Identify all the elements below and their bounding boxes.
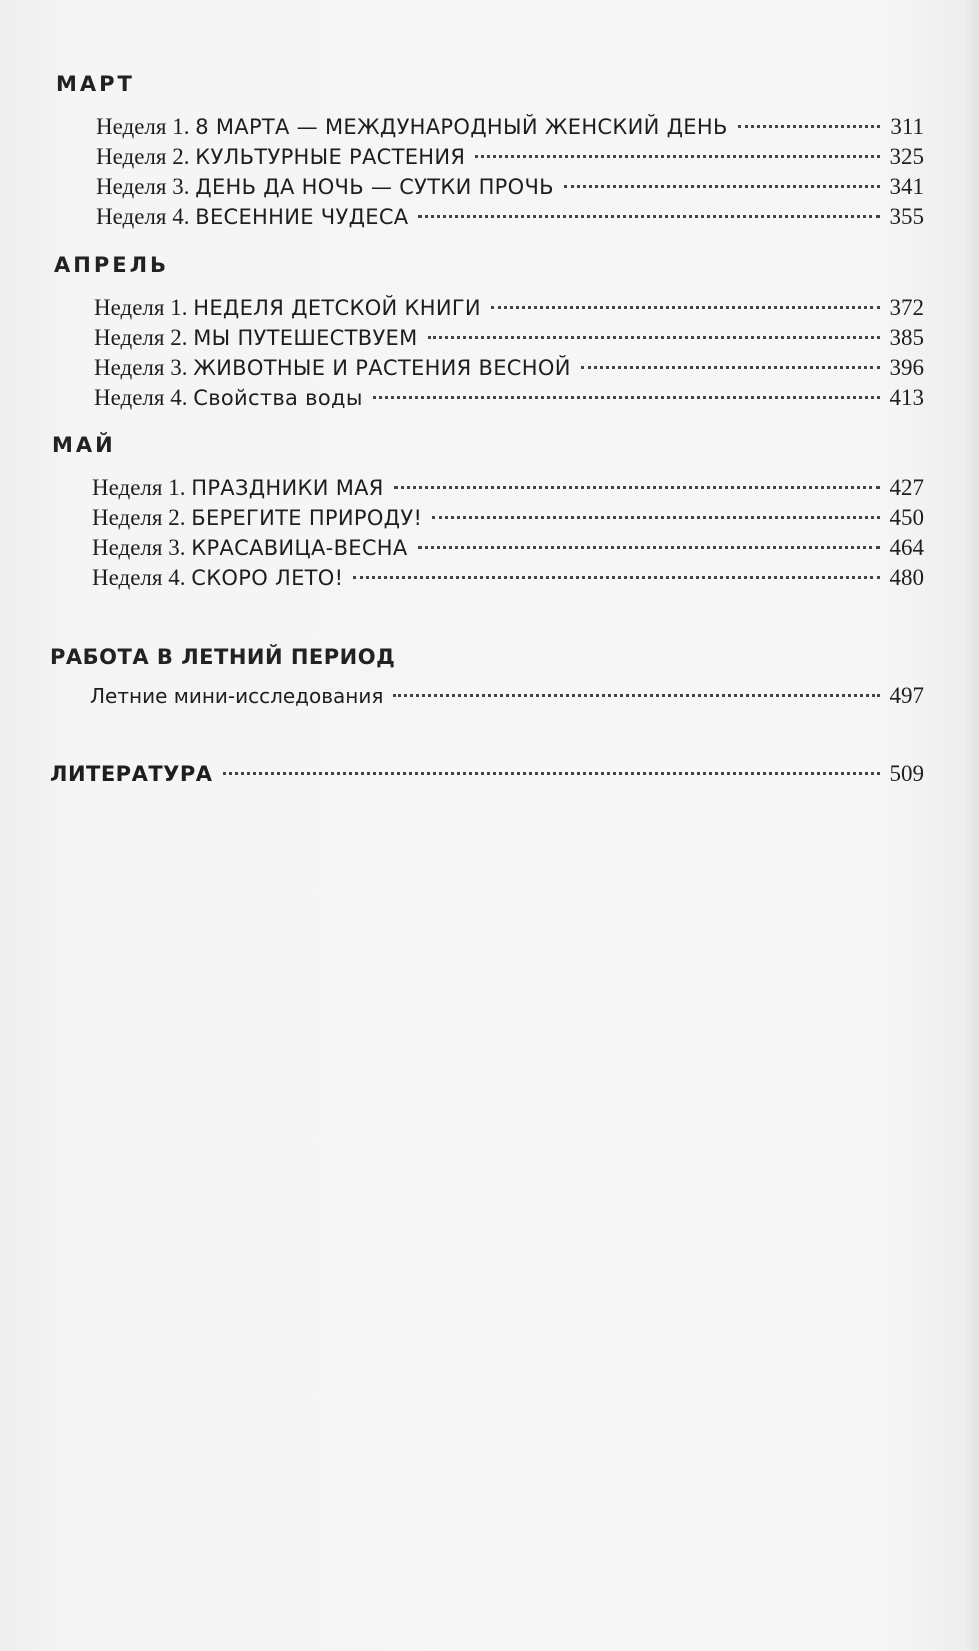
entry-prefix: Неделя 1. bbox=[92, 475, 186, 500]
page-number: 480 bbox=[889, 565, 924, 590]
entry-title: ПРАЗДНИКИ МАЯ bbox=[191, 476, 384, 500]
entry-prefix: Неделя 3. bbox=[94, 355, 188, 380]
page-number: 396 bbox=[889, 355, 924, 380]
entry-title: КРАСАВИЦА-ВЕСНА bbox=[191, 536, 408, 560]
dot-leader bbox=[373, 396, 880, 399]
entry-prefix: Неделя 1. bbox=[96, 114, 190, 139]
dot-leader bbox=[393, 694, 879, 697]
entry-title: БЕРЕГИТЕ ПРИРОДУ! bbox=[191, 506, 423, 530]
dot-leader bbox=[353, 576, 879, 579]
dot-leader bbox=[223, 772, 880, 775]
toc-entry[interactable] bbox=[92, 505, 924, 535]
entry-prefix: Неделя 2. bbox=[96, 144, 190, 169]
entry-title: КУЛЬТУРНЫЕ РАСТЕНИЯ bbox=[195, 145, 466, 169]
toc-entry[interactable] bbox=[90, 683, 924, 713]
toc-entry[interactable] bbox=[96, 144, 924, 174]
toc-entry-literature[interactable] bbox=[50, 761, 924, 791]
entry-title: НЕДЕЛЯ ДЕТСКОЙ КНИГИ bbox=[193, 296, 481, 320]
toc-entry[interactable] bbox=[94, 325, 924, 355]
page-number: 509 bbox=[889, 761, 924, 786]
dot-leader bbox=[738, 125, 881, 128]
toc-entry[interactable] bbox=[92, 535, 924, 565]
page-number: 427 bbox=[889, 475, 924, 500]
dot-leader bbox=[432, 516, 879, 519]
toc-entry[interactable] bbox=[94, 385, 924, 415]
toc-entry[interactable] bbox=[92, 475, 924, 505]
toc-entry[interactable] bbox=[96, 174, 924, 204]
page-number: 325 bbox=[889, 144, 924, 169]
entry-title: ЛИТЕРАТУРА bbox=[50, 762, 213, 786]
entry-prefix: Неделя 2. bbox=[92, 505, 186, 530]
page-number: 355 bbox=[889, 204, 924, 229]
entry-title: ДЕНЬ ДА НОЧЬ — СУТКИ ПРОЧЬ bbox=[195, 175, 554, 199]
section-heading-may: МАЙ bbox=[52, 433, 116, 457]
page-number: 385 bbox=[889, 325, 924, 350]
toc-entry[interactable] bbox=[96, 204, 924, 234]
entry-title: СКОРО ЛЕТО! bbox=[191, 566, 344, 590]
entry-title: МЫ ПУТЕШЕСТВУЕМ bbox=[193, 326, 418, 350]
page-number: 450 bbox=[889, 505, 924, 530]
toc-entry[interactable] bbox=[92, 565, 924, 595]
page-number: 372 bbox=[889, 295, 924, 320]
entry-prefix: Неделя 2. bbox=[94, 325, 188, 350]
section-heading-april: АПРЕЛЬ bbox=[54, 253, 170, 277]
entry-title: ВЕСЕННИЕ ЧУДЕСА bbox=[195, 205, 409, 229]
entry-title: ЖИВОТНЫЕ И РАСТЕНИЯ ВЕСНОЙ bbox=[193, 356, 571, 380]
entry-title: Свойства воды bbox=[193, 386, 363, 410]
entry-prefix: Неделя 4. bbox=[96, 204, 190, 229]
entry-prefix: Неделя 1. bbox=[94, 295, 188, 320]
page-number: 311 bbox=[890, 114, 924, 139]
toc-entry[interactable] bbox=[96, 114, 924, 144]
dot-leader bbox=[418, 546, 880, 549]
dot-leader bbox=[564, 185, 880, 188]
page-number: 497 bbox=[889, 683, 924, 708]
entry-title: Летние мини-исследования bbox=[90, 684, 384, 708]
dot-leader bbox=[581, 366, 880, 369]
entry-prefix: Неделя 4. bbox=[92, 565, 186, 590]
dot-leader bbox=[428, 336, 880, 339]
section-heading-summer: РАБОТА В ЛЕТНИЙ ПЕРИОД bbox=[50, 645, 396, 669]
entry-prefix: Неделя 3. bbox=[96, 174, 190, 199]
page-edge-shadow bbox=[965, 0, 979, 1651]
section-heading-march: МАРТ bbox=[56, 72, 135, 96]
entry-prefix: Неделя 3. bbox=[92, 535, 186, 560]
dot-leader bbox=[475, 155, 879, 158]
page-number: 413 bbox=[889, 385, 924, 410]
dot-leader bbox=[418, 215, 879, 218]
entry-prefix: Неделя 4. bbox=[94, 385, 188, 410]
toc-entry[interactable] bbox=[94, 295, 924, 325]
page-number: 464 bbox=[889, 535, 924, 560]
dot-leader bbox=[394, 486, 880, 489]
toc-entry[interactable] bbox=[94, 355, 924, 385]
dot-leader bbox=[491, 306, 880, 309]
page-number: 341 bbox=[889, 174, 924, 199]
entry-title: 8 МАРТА — МЕЖДУНАРОДНЫЙ ЖЕНСКИЙ ДЕНЬ bbox=[195, 115, 728, 139]
